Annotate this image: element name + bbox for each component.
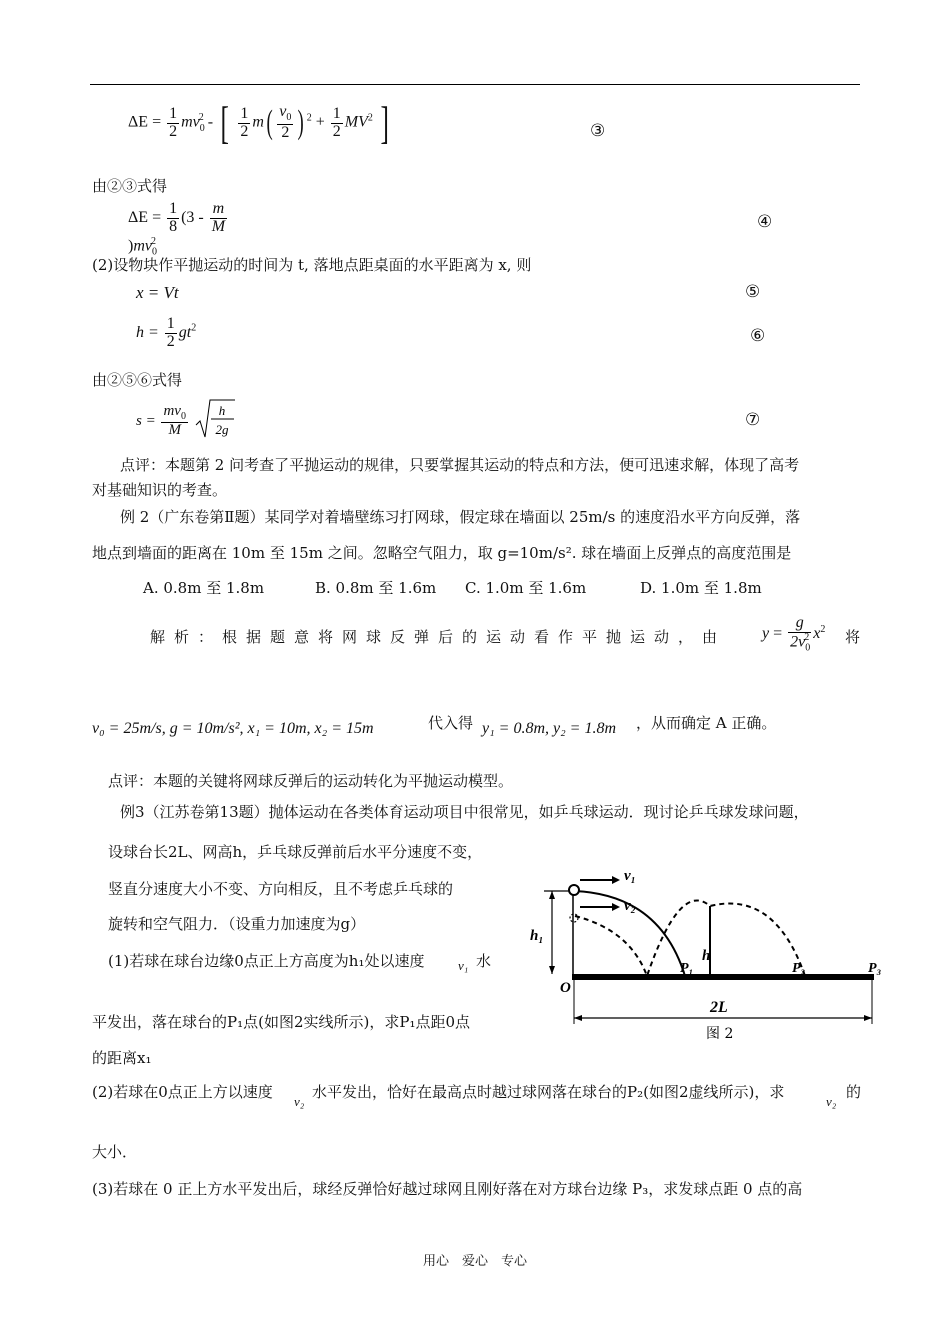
svg-text:2g: 2g bbox=[215, 422, 229, 437]
comment1-line2: 对基础知识的考查。 bbox=[92, 481, 228, 499]
part2-text: (2)设物块作平抛运动的时间为 t, 落地点距桌面的水平距离为 x, 则 bbox=[92, 256, 532, 274]
example3-q2c: 的 bbox=[846, 1083, 862, 1101]
label-h1: h₁ bbox=[530, 928, 544, 944]
figure-2-diagram bbox=[520, 850, 890, 1050]
analysis-formula: y = $\frac{g}{2v_0^2}$ $x^2$ bbox=[762, 614, 826, 654]
eq3-lhs: ΔE = bbox=[128, 113, 162, 131]
svg-text:h: h bbox=[218, 403, 225, 418]
table-surface bbox=[572, 974, 874, 980]
ball bbox=[569, 885, 579, 895]
label-h: h bbox=[702, 948, 711, 964]
eq5-label: ⑤ bbox=[745, 282, 761, 302]
analysis-daoru: 代入得 bbox=[428, 714, 474, 732]
equation-4: ΔE = $\frac{1}{8}$ (3 - $\frac{m}{M}$ )$mv_0^2$ bbox=[128, 200, 226, 258]
page-footer: 用心 爱心 专心 bbox=[422, 1254, 527, 1269]
analysis-tail: ，从而确定 A 正确。 bbox=[636, 714, 777, 732]
example3-q2a: (2)若球在0点正上方以速度 bbox=[92, 1083, 273, 1101]
label-O: O bbox=[560, 980, 571, 996]
eq7-label: ⑦ bbox=[745, 410, 761, 430]
header-rule bbox=[90, 84, 860, 85]
eq7-lhs: s = bbox=[136, 412, 156, 429]
figure-caption: 图 2 bbox=[706, 1026, 734, 1042]
example3-line1: 例3（江苏卷第13题）抛体运动在各类体育运动项目中很常见，如乒乓球运动．现讨论乒乓球发球问题， bbox=[120, 803, 809, 821]
example3-q1c: 平发出，落在球台的P₁点(如图2实线所示)，求P₁点距0点 bbox=[92, 1013, 471, 1031]
example3-q1a: (1)若球在球台边缘0点正上方高度为h₁处以速度 bbox=[108, 952, 425, 970]
label-v2: v₂ bbox=[624, 898, 636, 914]
example2-line1: 例 2（广东卷第Ⅱ题）某同学对着墙壁练习打网球，假定球在墙面以 25m/s 的速度沿水平方向反弹，落 bbox=[120, 508, 801, 526]
example3-q1d: 的距离x₁ bbox=[92, 1049, 152, 1067]
example2-line2: 地点到墙面的距离在 10m 至 15m 之间。忽略空气阻力，取 g=10m/s². 球在墙面上反弹点的高度范围是 bbox=[92, 544, 792, 562]
example3-q2d: 大小． bbox=[92, 1143, 138, 1161]
option-a: A. 0.8m 至 1.8m bbox=[143, 579, 265, 597]
label-v1: v₁ bbox=[624, 868, 636, 884]
comment1-line1: 点评：本题第 2 问考查了平抛运动的规律，只要掌握其运动的特点和方法，便可迅速求解，体现了高考 bbox=[120, 456, 800, 474]
label-P3: P₃ bbox=[868, 961, 882, 976]
analysis-line1: 解析：根据题意将网球反弹后的运动看作平抛运动，由 bbox=[150, 628, 727, 646]
from256-text: 由②⑤⑥式得 bbox=[92, 371, 183, 389]
eq6-label: ⑥ bbox=[750, 326, 766, 346]
label-P1: P₁ bbox=[680, 961, 694, 976]
example3-q1b: 水 bbox=[476, 952, 492, 970]
eq4-label: ④ bbox=[757, 212, 773, 232]
equation-6: h = $\frac{1}{2}$ $gt^2$ bbox=[136, 315, 197, 350]
example3-q3: (3)若球在 0 正上方水平发出后，球经反弹恰好越过球网且刚好落在对方球台边缘 P₃，求发球点距 0 点的高 bbox=[92, 1180, 803, 1198]
option-b: B. 0.8m 至 1.6m bbox=[315, 579, 437, 597]
example3-line2: 设球台长2L、网高h，乒乓球反弹前后水平分速度不变， bbox=[108, 843, 483, 861]
equation-5: x = Vt bbox=[136, 283, 179, 302]
eq6-lhs: h = bbox=[136, 323, 159, 341]
analysis-result: y₁ = 0.8m, y₂ = 1.8m bbox=[482, 720, 617, 737]
example3-line3: 竖直分速度大小不变、方向相反，且不考虑乒乓球的 bbox=[108, 880, 454, 898]
example3-q1-v1: v₁ bbox=[458, 958, 469, 973]
equation-7: s = $\frac{mv_0}{M}$ h 2g bbox=[136, 397, 236, 446]
equation-3: ΔE = $\frac{1}{2}$ $mv_0^2$ - [ $\frac{1}{2}$ m( $\frac{v_0}{2}$ ) $^2$ + $\frac{1}{2}$ $MV^2$ ] bbox=[128, 97, 389, 148]
example3-q2-v2b: v₂ bbox=[826, 1094, 837, 1109]
example3-q2b: 水平发出，恰好在最高点时越过球网落在球台的P₂(如图2虚线所示)，求 bbox=[312, 1083, 785, 1101]
option-d: D. 1.0m 至 1.8m bbox=[640, 579, 762, 597]
label-P2: P₂ bbox=[792, 961, 806, 976]
analysis-given: v₀ = 25m/s, g = 10m/s², x₁ = 10m, x₂ = 15m bbox=[92, 720, 374, 737]
analysis-jiang: 将 bbox=[845, 628, 861, 646]
sqrt-sign bbox=[194, 397, 236, 441]
eq3-label: ③ bbox=[590, 121, 606, 141]
eq4-lhs: ΔE = bbox=[128, 208, 162, 226]
option-c: C. 1.0m 至 1.6m bbox=[465, 579, 587, 597]
example3-q2-v2a: v₂ bbox=[294, 1094, 305, 1109]
example3-line4: 旋转和空气阻力．（设重力加速度为g） bbox=[108, 915, 366, 933]
comment2: 点评：本题的关键将网球反弹后的运动转化为平抛运动模型。 bbox=[108, 772, 514, 790]
label-2L: 2L bbox=[710, 999, 728, 1016]
ball-dashed bbox=[570, 914, 578, 922]
from23-text: 由②③式得 bbox=[92, 177, 168, 195]
